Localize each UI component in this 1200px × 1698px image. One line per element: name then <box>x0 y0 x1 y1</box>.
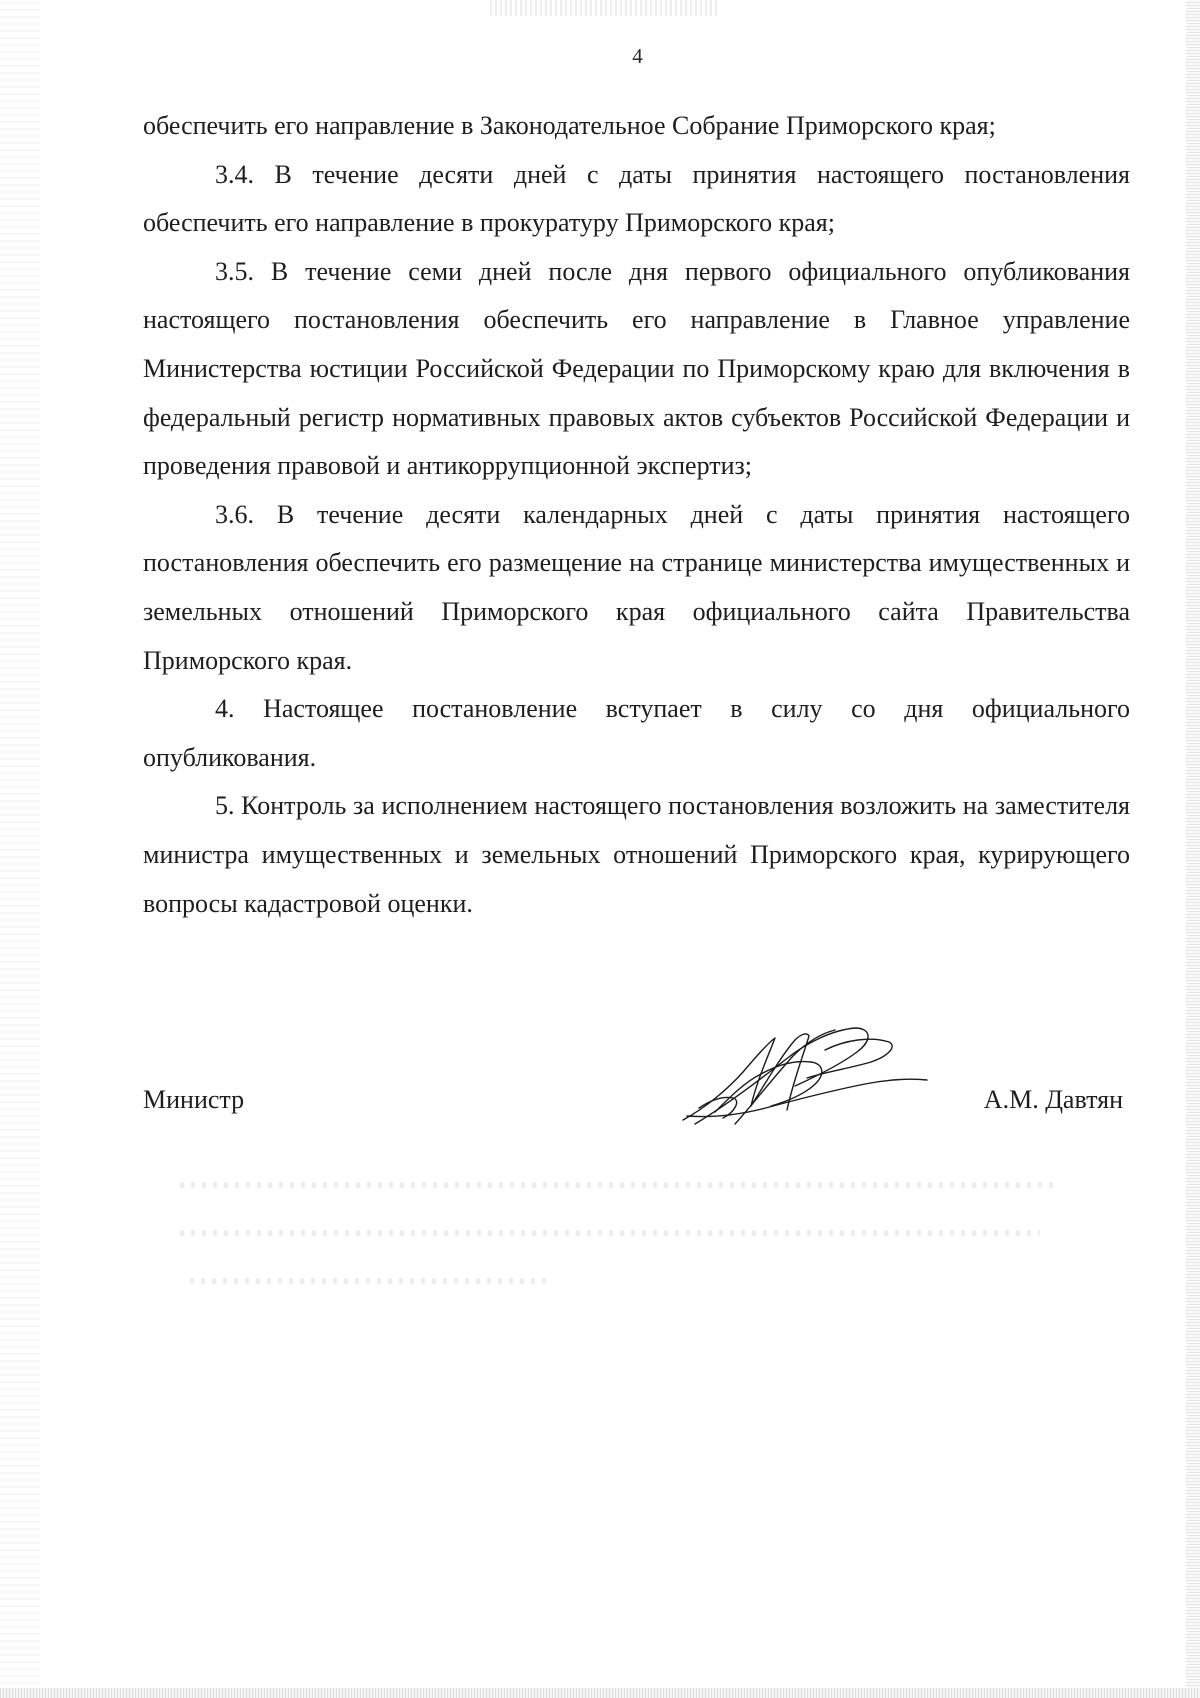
paragraph-3-4: 3.4. В течение десяти дней с даты принятия настоящего постановления обеспечить его направление в прокуратуру Приморского края; <box>143 159 1130 238</box>
scan-noise-top <box>490 0 720 16</box>
signature-block <box>143 1080 1123 1120</box>
signatory-title: Министр <box>143 1085 245 1114</box>
document-body <box>143 102 1130 928</box>
paragraph-3-6: 3.6. В течение десяти календарных дней с даты принятия настоящего постановления обеспечить его размещение на странице министерства имущественных и земельных отношений Приморского края официального сайта Правительства Приморского края. <box>143 499 1130 675</box>
scan-noise-right <box>1186 0 1200 1698</box>
faint-bleed-line <box>180 1182 1060 1188</box>
faint-bleed-line <box>180 1230 1040 1236</box>
faint-bleed-line <box>190 1278 550 1284</box>
signatory-name: А.М. Давтян <box>983 1085 1123 1114</box>
paragraph-4: 4. Настоящее постановление вступает в силу со дня официального опубликования. <box>143 694 1130 772</box>
paragraph-3-3-continuation: обеспечить его направление в Законодательное Собрание Приморского края; <box>143 111 996 140</box>
scan-noise-bottom <box>0 1688 1200 1698</box>
paragraph-5: 5. Контроль за исполнением настоящего постановления возложить на заместителя министра имущественных и земельных отношений Приморского края, курирующего вопросы кадастровой оценки. <box>143 791 1130 918</box>
page-number: 4 <box>632 44 643 68</box>
scan-noise-left <box>0 0 40 1698</box>
paragraph-3-5: 3.5. В течение семи дней после дня первого официального опубликования настоящего постановления обеспечить его направление в Главное управление Министерства юстиции Российской Федерации по Приморскому краю для включения в федеральный регистр нормативных правовых актов субъектов Российской Федерации и проведения правовой и антикоррупционной экспертиз; <box>143 256 1130 481</box>
